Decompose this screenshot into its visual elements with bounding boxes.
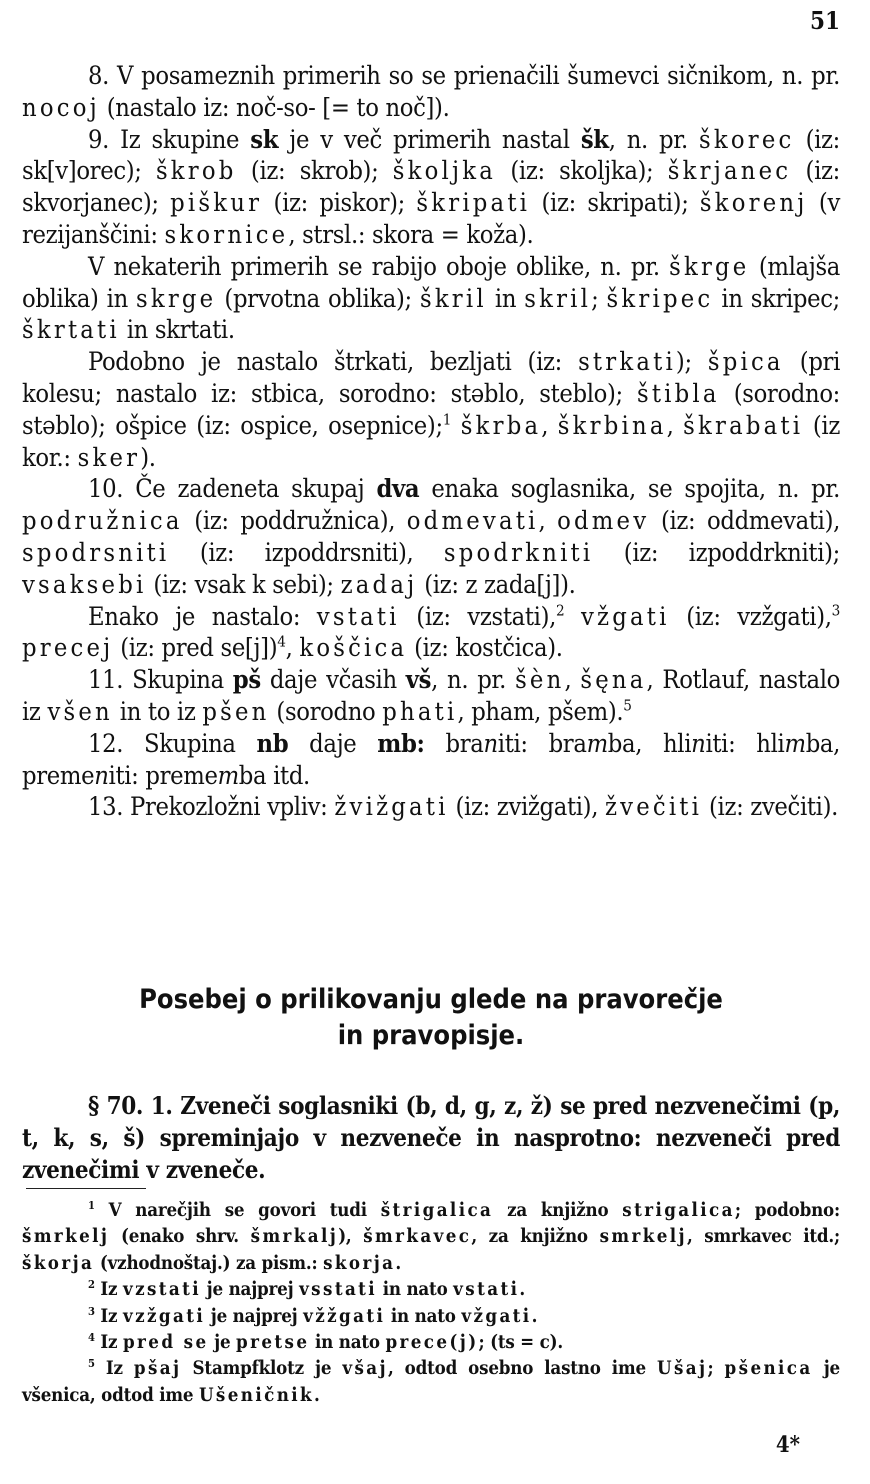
section-heading — [22, 982, 840, 1054]
footnote-5: $^5$ Iz pšaj Stampfklotz je všaj, odtod osebno lastno ime Ušaj; pšenica je všenica, odtod ime Ušeničnik. — [22, 1357, 840, 1406]
footnote-divider — [26, 1188, 146, 1189]
signature-mark: 4* — [775, 1432, 800, 1458]
heading-line-2: in pravopisje. — [337, 1020, 525, 1051]
section-70-text: § 70. 1. Zveneči soglasniki (b, d, g, z, ž) se pred nezvenečimi (p, t, k, s, š) spreminjajo v nezveneče in nasprotno: nezveneči pred zvenečimi v zveneče. — [22, 1091, 840, 1184]
paragraph-8: 8. V posameznih primerih so se prienačili šumevci sičnikom, n. pr. nocoj (nastalo iz: noč-so- [= to noč]). — [22, 61, 840, 122]
page-number: 51 — [809, 6, 840, 35]
paragraph-both-forms: V nekaterih primerih se rabijo oboje oblike, n. pr. škrge (mlajša oblika) in skrge (prvotna oblika); škril in skril; škripec in skripec; škrtati in skrtati. — [22, 251, 840, 345]
main-text — [22, 60, 840, 823]
footnotes — [22, 1198, 840, 1409]
heading-line-1: Posebej o prilikovanju glede na pravorečje — [139, 984, 723, 1015]
paragraph-12: 12. Skupina nb daje mb: braniti: bramba, hliniti: hlimba, premeniti: prememba itd. — [22, 727, 840, 790]
paragraph-9: 9. Iz skupine sk je v več primerih nastal šk, n. pr. škorec (iz: sk[v]orec); škrob (iz: skrob); školjka (iz: skoljka); škrjanec (iz: skvorjanec); piškur (iz: piskor); škripati (iz: skripati); škorenj (v rezijanščini: skornice, strsl.: skora = koža). — [22, 123, 840, 249]
footnote-1: $^1$ V narečjih se govori tudi štrigalica za knjižno strigalica; podobno: šmrkelj (enako shrv. šmrkalj), šmrkavec, za knjižno smrkelj, smrkavec itd.; škorja (vzhodnoštaj.) za pism.: skorja. — [22, 1198, 841, 1274]
footnote-4: $^4$ Iz pred se je pretse in nato prece(j); (ts = c). — [88, 1330, 563, 1354]
section-70 — [22, 1090, 840, 1186]
paragraph-10: 10. Če zadeneta skupaj dva enaka soglasnika, se spojita, n. pr. podružnica (iz: poddružnica), odmevati, odmev (iz: oddmevati), spodrsniti (iz: izpoddrsniti), spodrkniti (iz: izpoddrkniti); vsaksebi (iz: vsak k sebi); zadaj (iz: z zada[j]). — [22, 473, 840, 599]
paragraph-likewise: Enako je nastalo: vstati (iz: vzstati),$^2$ vžgati (iz: vzžgati),$^3$ precej (iz: pred se[j])$^4$, koščica (iz: kostčica). — [22, 601, 840, 663]
footnote-3: $^3$ Iz vzžgati je najprej vžžgati in nato vžgati. — [88, 1304, 538, 1327]
paragraph-13: 13. Prekozložni vpliv: žvižgati (iz: zvižgati), žvečiti (iz: zvečiti). — [88, 792, 838, 822]
footnote-2: $^2$ Iz vzstati je najprej vsstati in nato vstati. — [88, 1278, 525, 1301]
paragraph-11: 11. Skupina pš daje včasih vš, n. pr. šèn, šęna, Rotlauf, nastalo iz všen in to iz pšen (sorodno phati, pham, pšem).$^5$ — [22, 664, 840, 726]
paragraph-similar: Podobno je nastalo štrkati, bezljati (iz: strkati); špica (pri kolesu; nastalo iz: stbica, sorodno: stəblo, steblo); štibla (sorodno: stəblo); ošpice (iz: ospice, osepnice);$^1$ škrba, škrbina, škrabati (iz kor.: sker). — [22, 347, 841, 472]
